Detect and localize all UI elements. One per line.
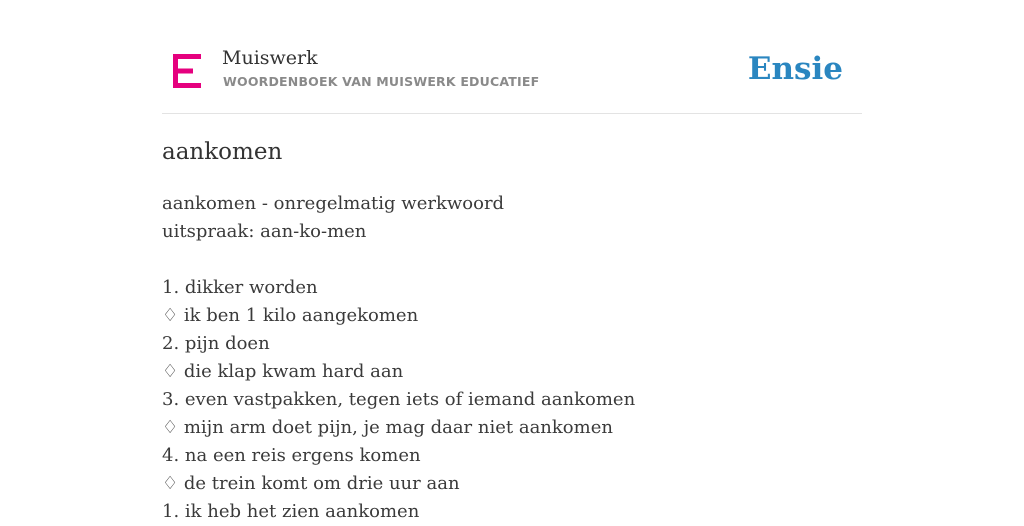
entry-line: ♢ de trein komt om drie uur aan xyxy=(162,473,460,494)
entry-line: 2. pijn doen xyxy=(162,333,270,354)
entry-line: ♢ ik ben 1 kilo aangekomen xyxy=(162,305,419,326)
entry-line: 1. dikker worden xyxy=(162,277,318,298)
entry-line: uitspraak: aan-ko-men xyxy=(162,221,367,242)
site-header xyxy=(162,0,862,114)
source-subtitle: WOORDENBOEK VAN MUISWERK EDUCATIEF xyxy=(223,74,540,89)
ensie-logo[interactable]: Ensie xyxy=(747,51,843,87)
entry-line: 1. ik heb het zien aankomen xyxy=(162,501,420,522)
entry-line-blank xyxy=(162,246,862,274)
entry-line: aankomen - onregelmatig werkwoord xyxy=(162,193,505,214)
entry-line: 3. even vastpakken, tegen iets of iemand aankomen xyxy=(162,389,636,410)
entry-line: ♢ die klap kwam hard aan xyxy=(162,361,404,382)
source-title[interactable]: Muiswerk xyxy=(222,47,318,69)
entry-line: 4. na een reis ergens komen xyxy=(162,445,421,466)
entry-definition xyxy=(162,190,862,526)
entry-line: ♢ mijn arm doet pijn, je mag daar niet aankomen xyxy=(162,417,613,438)
entry-title: aankomen xyxy=(162,139,283,165)
muiswerk-logo-icon[interactable] xyxy=(173,54,201,88)
